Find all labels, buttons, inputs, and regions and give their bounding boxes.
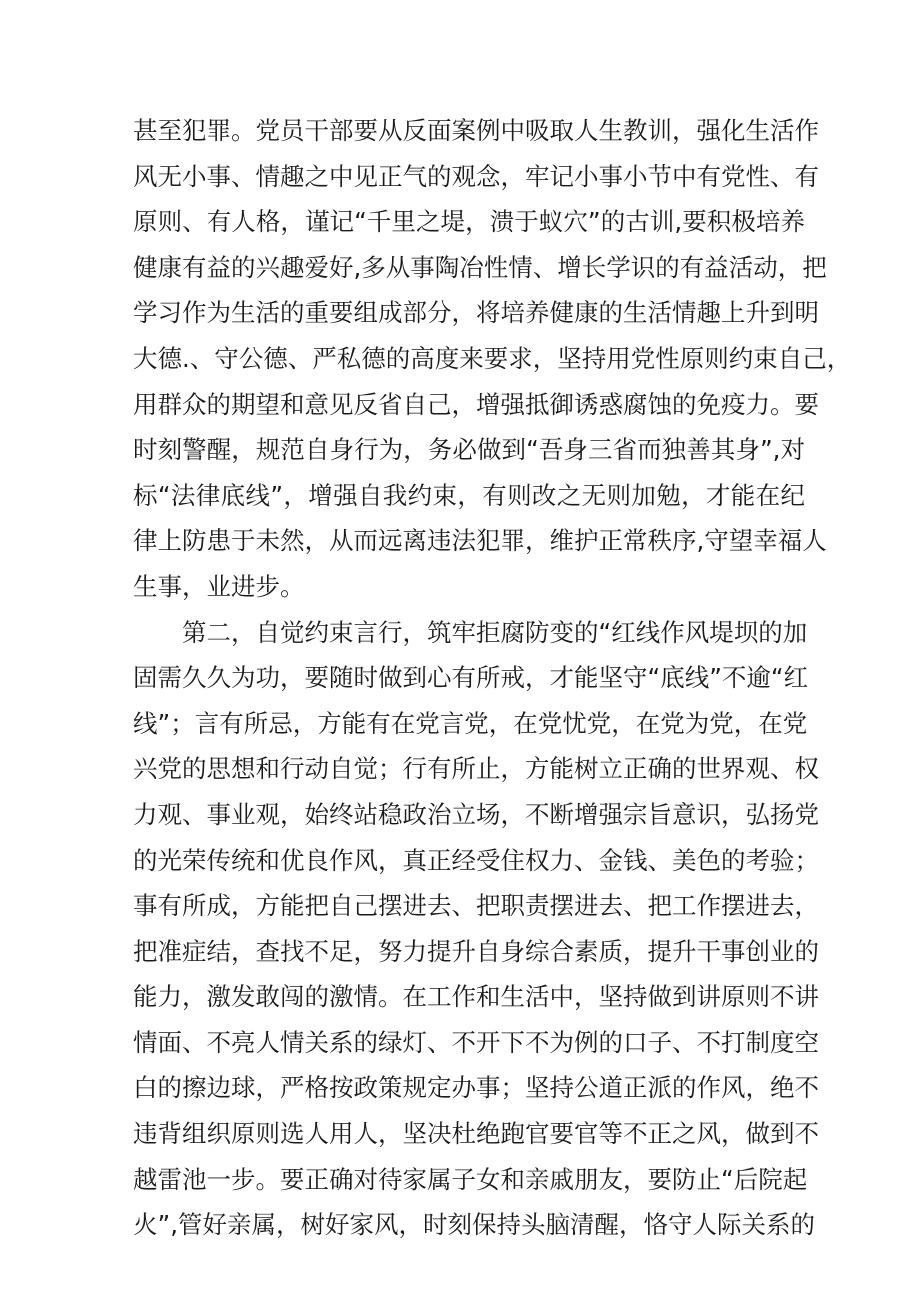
text-line: 标“法律底线”，增强自我约束，有则改之无则加勉，才能在纪	[133, 480, 805, 510]
text-line: 兴党的思想和行动自觉；行有所止，方能树立正确的世界观、权	[133, 754, 819, 784]
text-line: 大德.、守公德、严私德的高度来要求，坚持用党性原则约束自己，	[133, 343, 852, 373]
text-line: 的光荣传统和优良作风，真正经受住权力、金钱、美色的考验；	[133, 845, 819, 875]
text-line: 原则、有人格，谨记“千里之堤，溃于蚁穴”的古训,要积极培养	[133, 207, 805, 237]
text-line: 越雷池一步。要正确对待家属子女和亲戚朋友，要防止“后院起	[133, 1164, 808, 1194]
text-line: 能力，激发敢闯的激情。在工作和生活中，坚持做到讲原则不讲	[133, 982, 819, 1012]
text-line: 白的擦边球，严格按政策规定办事；坚持公道正派的作风，绝不	[133, 1073, 819, 1103]
text-line: 力观、事业观，始终站稳政治立场，不断增强宗旨意识，弘扬党	[133, 799, 819, 829]
text-line: 时刻警醒，规范自身行为，务必做到“吾身三省而独善其身”,对	[133, 435, 805, 465]
text-line: 生事，业进步。	[133, 571, 305, 601]
text-line: 第二，自觉约束言行，筑牢拒腐防变的“红线作风堤坝的加	[182, 617, 808, 647]
body-text	[133, 108, 852, 1248]
text-line: 事有所成，方能把自己摆进去、把职责摆进去、把工作摆进去，	[133, 891, 819, 921]
paragraph-1	[133, 108, 852, 610]
text-line: 把准症结，查找不足，努力提升自身综合素质，提升干事创业的	[133, 936, 819, 966]
text-line: 甚至犯罪。党员干部要从反面案例中吸取人生教训，强化生活作	[133, 116, 819, 145]
text-line: 健康有益的兴趣爱好,多从事陶冶性情、增长学识的有益活动，把	[133, 252, 827, 282]
text-line: 线”；言有所忌，方能有在党言党，在党忧党，在党为党，在党	[133, 708, 808, 738]
text-line: 律上防患于未然，从而远离违法犯罪，维护正常秩序,守望幸福人	[133, 526, 827, 556]
text-line: 火”,管好亲属，树好家风，时刻保持头脑清醒，恪守人际关系的	[133, 1210, 815, 1240]
text-line: 情面、不亮人情关系的绿灯、不开下不为例的口子、不打制度空	[133, 1027, 819, 1057]
paragraph-2	[133, 610, 819, 1248]
text-line: 风无小事、情趣之中见正气的观念，牢记小事小节中有党性、有	[133, 161, 819, 191]
text-line: 固需久久为功，要随时做到心有所戒，才能坚守“底线”不逾“红	[133, 663, 809, 693]
text-line: 用群众的期望和意见反省自己，增强抵御诱惑腐蚀的免疫力。要	[133, 389, 819, 419]
text-line: 违背组织原则选人用人，坚决杜绝跑官要官等不正之风，做到不	[133, 1119, 819, 1149]
text-line: 学习作为生活的重要组成部分，将培养健康的生活情趣上升到明	[133, 298, 819, 328]
